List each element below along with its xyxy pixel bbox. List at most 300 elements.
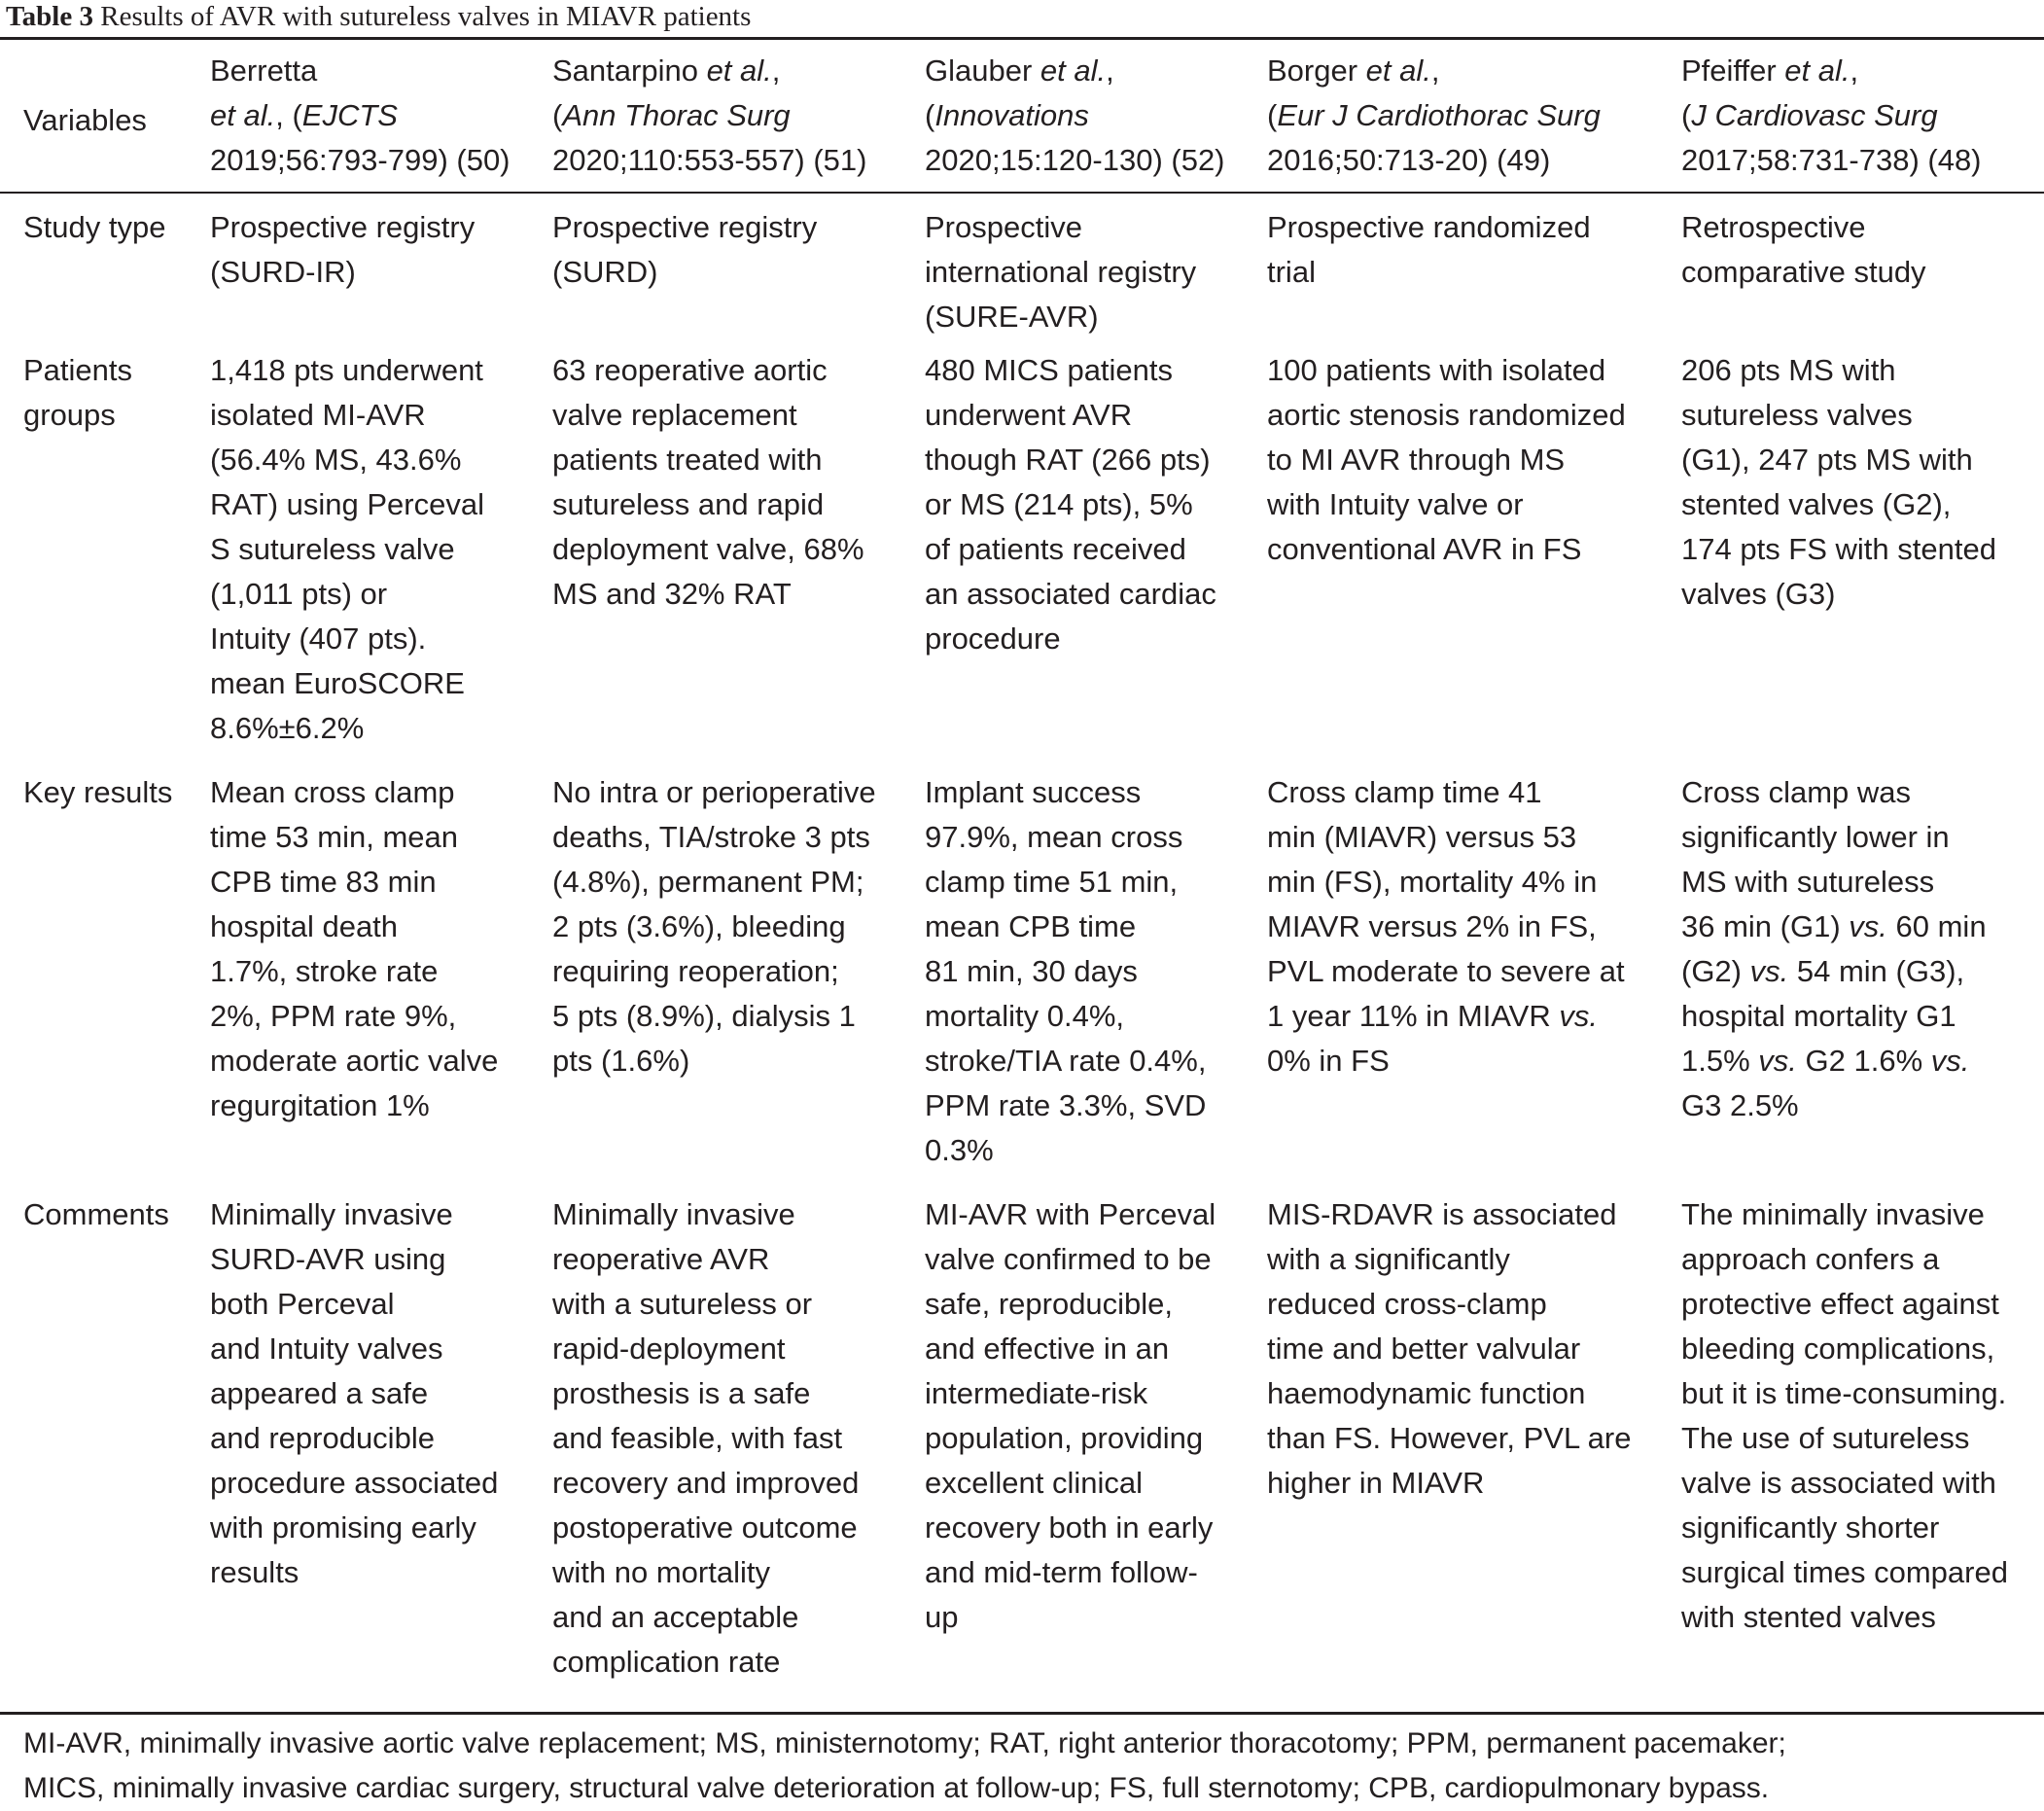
cell-line xyxy=(925,1192,1267,1237)
cell-line xyxy=(925,905,1267,949)
cell-line xyxy=(1681,1192,2044,1237)
cell-line xyxy=(1681,482,2044,527)
cell-line xyxy=(1681,1506,2044,1550)
text-run: and an acceptable xyxy=(552,1600,799,1634)
cell-line xyxy=(210,661,552,706)
cell-line xyxy=(1267,770,1681,815)
text-run: ( xyxy=(1267,98,1278,132)
cell-line xyxy=(925,348,1267,393)
cell-line xyxy=(552,1039,925,1083)
cell-study-type-4 xyxy=(1267,192,1681,348)
table-row-study-type xyxy=(0,192,2044,348)
row-label-patients-groups xyxy=(0,348,210,770)
text-run: postoperative outcome xyxy=(552,1510,858,1545)
text-run: clamp time 51 min, xyxy=(925,865,1179,899)
italic-text: vs. xyxy=(1559,999,1598,1033)
text-run: 60 min xyxy=(1886,909,1987,943)
cell-line xyxy=(1681,393,2044,438)
text-run: trial xyxy=(1267,255,1316,289)
text-run: (SURE-AVR) xyxy=(925,300,1099,334)
text-run: PVL moderate to severe at xyxy=(1267,954,1625,988)
text-run: requiring reoperation; xyxy=(552,954,839,988)
text-run: 0% in FS xyxy=(1267,1044,1390,1078)
cell-line xyxy=(210,815,552,860)
cell-line xyxy=(552,93,925,138)
cell-comments-3 xyxy=(925,1192,1267,1685)
cell-line xyxy=(925,1282,1267,1327)
text-run: moderate aortic valve xyxy=(210,1044,499,1078)
cell-line xyxy=(210,1506,552,1550)
cell-line xyxy=(925,250,1267,295)
text-run: SURD-AVR using xyxy=(210,1242,446,1276)
text-run: , xyxy=(1106,53,1114,88)
cell-line xyxy=(1681,527,2044,572)
cell-line xyxy=(925,617,1267,661)
table-caption-label: Table 3 xyxy=(6,1,93,32)
row-label-line: Key results xyxy=(23,775,173,809)
text-run: , xyxy=(1850,53,1859,88)
cell-line xyxy=(925,1595,1267,1640)
cell-line xyxy=(925,1416,1267,1461)
text-run: of patients received xyxy=(925,532,1186,566)
text-run: 54 min (G3), xyxy=(1788,954,1965,988)
row-label-line: groups xyxy=(23,398,116,432)
text-run: aortic stenosis randomized xyxy=(1267,398,1626,432)
text-run: Mean cross clamp xyxy=(210,775,455,809)
italic-text: Eur J Cardiothorac Surg xyxy=(1277,98,1601,132)
cell-line xyxy=(210,770,552,815)
cell-line xyxy=(210,706,552,751)
cell-line xyxy=(210,93,552,138)
table-row-patients-groups xyxy=(0,348,2044,770)
text-run: (G1), 247 pts MS with xyxy=(1681,443,1973,477)
cell-line xyxy=(925,482,1267,527)
italic-text: vs. xyxy=(1758,1044,1797,1078)
text-run: comparative study xyxy=(1681,255,1926,289)
text-run: 2 pts (3.6%), bleeding xyxy=(552,909,846,943)
text-run: Prospective registry xyxy=(552,210,818,244)
text-run: underwent AVR xyxy=(925,398,1133,432)
table-footnote xyxy=(23,1722,2026,1811)
cell-line xyxy=(1681,1327,2044,1371)
text-run: with a sutureless or xyxy=(552,1287,813,1321)
cell-line xyxy=(210,1461,552,1506)
text-run: No intra or perioperative xyxy=(552,775,876,809)
cell-line xyxy=(552,527,925,572)
text-run: valve confirmed to be xyxy=(925,1242,1212,1276)
text-run: Minimally invasive xyxy=(210,1197,453,1231)
text-run: surgical times compared xyxy=(1681,1555,2008,1589)
cell-line xyxy=(1267,393,1681,438)
text-run: to MI AVR through MS xyxy=(1267,443,1566,477)
cell-line xyxy=(925,93,1267,138)
cell-line xyxy=(210,49,552,93)
text-run: higher in MIAVR xyxy=(1267,1466,1485,1500)
text-run: 1.5% xyxy=(1681,1044,1759,1078)
cell-line xyxy=(925,295,1267,339)
cell-line xyxy=(552,49,925,93)
text-run: Berretta xyxy=(210,53,318,88)
text-run: excellent clinical xyxy=(925,1466,1143,1500)
text-run: pts (1.6%) xyxy=(552,1044,690,1078)
cell-line xyxy=(1267,93,1681,138)
text-run: with no mortality xyxy=(552,1555,770,1589)
text-run: than FS. However, PVL are xyxy=(1267,1421,1632,1455)
cell-key-results-5 xyxy=(1681,770,2044,1192)
cell-line xyxy=(552,205,925,250)
cell-line xyxy=(552,860,925,905)
cell-line xyxy=(552,138,925,183)
italic-text: vs. xyxy=(1849,909,1887,943)
text-run: , ( xyxy=(275,98,302,132)
text-run: 2%, PPM rate 9%, xyxy=(210,999,457,1033)
cell-line xyxy=(552,949,925,994)
cell-key-results-4 xyxy=(1267,770,1681,1192)
cell-line xyxy=(210,482,552,527)
text-run: (G2) xyxy=(1681,954,1750,988)
table-top-rule xyxy=(0,37,2044,40)
text-run: prosthesis is a safe xyxy=(552,1376,811,1410)
text-run: 63 reoperative aortic xyxy=(552,353,828,387)
cell-patients-groups-5 xyxy=(1681,348,2044,770)
cell-line xyxy=(1267,482,1681,527)
cell-line xyxy=(210,527,552,572)
cell-line xyxy=(1681,205,2044,250)
text-run: S sutureless valve xyxy=(210,532,455,566)
italic-text: et al. xyxy=(706,53,772,88)
cell-line xyxy=(1267,348,1681,393)
text-run: 100 patients with isolated xyxy=(1267,353,1606,387)
text-run: and Intuity valves xyxy=(210,1332,443,1366)
cell-line xyxy=(210,1327,552,1371)
cell-line xyxy=(1681,994,2044,1039)
cell-line xyxy=(1267,860,1681,905)
cell-line xyxy=(925,1128,1267,1173)
text-run: or MS (214 pts), 5% xyxy=(925,487,1193,521)
text-run: The use of sutureless xyxy=(1681,1421,1970,1455)
text-run: with stented valves xyxy=(1681,1600,1936,1634)
cell-key-results-3 xyxy=(925,770,1267,1192)
text-run: haemodynamic function xyxy=(1267,1376,1586,1410)
cell-line xyxy=(1681,93,2044,138)
text-run: min (MIAVR) versus 53 xyxy=(1267,820,1577,854)
text-run: and effective in an xyxy=(925,1332,1170,1366)
cell-line xyxy=(925,205,1267,250)
cell-line xyxy=(210,949,552,994)
text-run: (4.8%), permanent PM; xyxy=(552,865,864,899)
cell-line xyxy=(1267,49,1681,93)
text-run: (1,011 pts) or xyxy=(210,577,388,611)
cell-key-results-1 xyxy=(210,770,552,1192)
italic-text: J Cardiovasc Surg xyxy=(1691,98,1938,132)
text-run: mean EuroSCORE xyxy=(210,666,465,700)
cell-line xyxy=(552,1192,925,1237)
cell-line xyxy=(552,1282,925,1327)
table-bottom-rule xyxy=(0,1712,2044,1715)
cell-line xyxy=(552,815,925,860)
cell-key-results-2 xyxy=(552,770,925,1192)
cell-line xyxy=(1267,1039,1681,1083)
text-run: population, providing xyxy=(925,1421,1204,1455)
text-run: 480 MICS patients xyxy=(925,353,1174,387)
cell-line xyxy=(925,572,1267,617)
cell-line xyxy=(1681,949,2044,994)
text-run: RAT) using Perceval xyxy=(210,487,484,521)
cell-line xyxy=(1267,815,1681,860)
text-run: 2019;56:793-799) (50) xyxy=(210,143,511,177)
cell-line xyxy=(210,617,552,661)
cell-line xyxy=(925,393,1267,438)
text-run: sutureless valves xyxy=(1681,398,1913,432)
text-run: Implant success xyxy=(925,775,1142,809)
cell-line xyxy=(1681,815,2044,860)
text-run: rapid-deployment xyxy=(552,1332,786,1366)
text-run: approach confers a xyxy=(1681,1242,1940,1276)
text-run: appeared a safe xyxy=(210,1376,429,1410)
text-run: stented valves (G2), xyxy=(1681,487,1952,521)
cell-line xyxy=(552,572,925,617)
cell-line xyxy=(210,438,552,482)
cell-line xyxy=(552,770,925,815)
text-run: protective effect against xyxy=(1681,1287,1999,1321)
text-run: with a significantly xyxy=(1267,1242,1510,1276)
text-run: 1 year 11% in MIAVR xyxy=(1267,999,1560,1033)
text-run: MS with sutureless xyxy=(1681,865,1935,899)
row-label-key-results xyxy=(0,770,210,1192)
cell-line xyxy=(1267,1237,1681,1282)
cell-line xyxy=(1681,138,2044,183)
cell-line xyxy=(552,482,925,527)
cell-line xyxy=(210,1039,552,1083)
cell-line xyxy=(552,1506,925,1550)
cell-line xyxy=(925,1461,1267,1506)
text-run: MI-AVR with Perceval xyxy=(925,1197,1216,1231)
text-run: stroke/TIA rate 0.4%, xyxy=(925,1044,1207,1078)
text-run: 1,418 pts underwent xyxy=(210,353,483,387)
cell-line xyxy=(925,815,1267,860)
text-run: and reproducible xyxy=(210,1421,435,1455)
text-run: 5 pts (8.9%), dialysis 1 xyxy=(552,999,856,1033)
cell-line xyxy=(552,438,925,482)
cell-line xyxy=(925,860,1267,905)
text-run: intermediate-risk xyxy=(925,1376,1148,1410)
table-header-row xyxy=(0,49,2044,192)
cell-line xyxy=(925,138,1267,183)
cell-line xyxy=(210,1282,552,1327)
table-row-key-results xyxy=(0,770,2044,1192)
text-run: (SURD-IR) xyxy=(210,255,356,289)
cell-line xyxy=(1681,572,2044,617)
text-run: , xyxy=(1430,53,1440,88)
cell-line xyxy=(1267,250,1681,295)
italic-text: et al. xyxy=(1784,53,1850,88)
cell-line xyxy=(925,1550,1267,1595)
cell-line xyxy=(1681,1416,2044,1461)
cell-line xyxy=(1267,994,1681,1039)
cell-line xyxy=(210,1550,552,1595)
text-run: complication rate xyxy=(552,1645,781,1679)
text-run: time and better valvular xyxy=(1267,1332,1581,1366)
text-run: 8.6%±6.2% xyxy=(210,711,365,745)
text-run: an associated cardiac xyxy=(925,577,1216,611)
text-run: bleeding complications, xyxy=(1681,1332,1995,1366)
text-run: ( xyxy=(1681,98,1692,132)
text-run: recovery both in early xyxy=(925,1510,1214,1545)
text-run: and feasible, with fast xyxy=(552,1421,843,1455)
cell-line xyxy=(925,770,1267,815)
text-run: Intuity (407 pts). xyxy=(210,621,427,656)
cell-patients-groups-1 xyxy=(210,348,552,770)
text-run: Pfeiffer xyxy=(1681,53,1785,88)
cell-study-type-5 xyxy=(1681,192,2044,348)
text-run: procedure associated xyxy=(210,1466,499,1500)
cell-comments-4 xyxy=(1267,1192,1681,1685)
text-run: 174 pts FS with stented xyxy=(1681,532,1996,566)
cell-line xyxy=(210,1371,552,1416)
cell-line xyxy=(1267,949,1681,994)
text-run: (56.4% MS, 43.6% xyxy=(210,443,462,477)
text-run: hospital death xyxy=(210,909,399,943)
text-run: mortality 0.4%, xyxy=(925,999,1125,1033)
cell-line xyxy=(552,393,925,438)
cell-line xyxy=(210,205,552,250)
row-label-study-type xyxy=(0,192,210,348)
cell-line xyxy=(1267,905,1681,949)
cell-line xyxy=(925,1506,1267,1550)
header-study-2 xyxy=(552,49,925,192)
text-run: , xyxy=(771,53,781,88)
text-run: MIAVR versus 2% in FS, xyxy=(1267,909,1597,943)
cell-line xyxy=(1681,250,2044,295)
text-run: time 53 min, mean xyxy=(210,820,458,854)
text-run: both Perceval xyxy=(210,1287,395,1321)
cell-line xyxy=(552,1550,925,1595)
cell-line xyxy=(552,1461,925,1506)
results-table xyxy=(0,49,2044,1685)
text-run: isolated MI-AVR xyxy=(210,398,426,432)
cell-line xyxy=(925,1237,1267,1282)
text-run: with promising early xyxy=(210,1510,476,1545)
text-run: 0.3% xyxy=(925,1133,994,1167)
text-run: MS and 32% RAT xyxy=(552,577,792,611)
text-run: safe, reproducible, xyxy=(925,1287,1174,1321)
text-run: Cross clamp time 41 xyxy=(1267,775,1542,809)
italic-text: vs. xyxy=(1749,954,1789,988)
text-run: ( xyxy=(925,98,935,132)
cell-line xyxy=(210,1416,552,1461)
text-run: Prospective randomized xyxy=(1267,210,1591,244)
cell-line xyxy=(552,1371,925,1416)
footnote-line-2: MICS, minimally invasive cardiac surgery, structural valve deterioration at follow-up; FS, full sternotomy; CPB, cardiopulmonary bypass. xyxy=(23,1772,1770,1804)
text-run: reoperative AVR xyxy=(552,1242,770,1276)
table-caption-text: Results of AVR with sutureless valves in MIAVR patients xyxy=(93,1,752,32)
cell-line xyxy=(1267,1192,1681,1237)
text-run: sutureless and rapid xyxy=(552,487,825,521)
text-run: PPM rate 3.3%, SVD xyxy=(925,1088,1207,1122)
cell-line xyxy=(925,1039,1267,1083)
row-label-line: Patients xyxy=(23,353,133,387)
header-study-1 xyxy=(210,49,552,192)
cell-line xyxy=(210,250,552,295)
table-row-comments xyxy=(0,1192,2044,1685)
cell-line xyxy=(1681,1371,2044,1416)
cell-line xyxy=(552,1640,925,1685)
text-run: valve replacement xyxy=(552,398,797,432)
header-study-4 xyxy=(1267,49,1681,192)
text-run: but it is time-consuming. xyxy=(1681,1376,2007,1410)
text-run: deployment valve, 68% xyxy=(552,532,864,566)
text-run: recovery and improved xyxy=(552,1466,860,1500)
text-run: The minimally invasive xyxy=(1681,1197,1985,1231)
text-run: Glauber xyxy=(925,53,1040,88)
cell-line xyxy=(1267,205,1681,250)
text-run: 206 pts MS with xyxy=(1681,353,1896,387)
cell-line xyxy=(1681,905,2044,949)
cell-line xyxy=(210,1237,552,1282)
cell-line xyxy=(210,905,552,949)
cell-line xyxy=(210,138,552,183)
cell-study-type-3 xyxy=(925,192,1267,348)
footnote-line-1: MI-AVR, minimally invasive aortic valve replacement; MS, ministernotomy; RAT, right anterior thoracotomy; PPM, permanent pacemaker; xyxy=(23,1727,1786,1759)
cell-line xyxy=(1267,1282,1681,1327)
cell-study-type-2 xyxy=(552,192,925,348)
text-run: and mid-term follow- xyxy=(925,1555,1198,1589)
text-run: significantly lower in xyxy=(1681,820,1950,854)
text-run: CPB time 83 min xyxy=(210,865,437,899)
text-run: ( xyxy=(552,98,563,132)
cell-line xyxy=(1267,1461,1681,1506)
text-run: procedure xyxy=(925,621,1061,656)
text-run: conventional AVR in FS xyxy=(1267,532,1582,566)
text-run: significantly shorter xyxy=(1681,1510,1940,1545)
text-run: 97.9%, mean cross xyxy=(925,820,1183,854)
cell-comments-1 xyxy=(210,1192,552,1685)
cell-line xyxy=(1267,527,1681,572)
text-run: 2017;58:731-738) (48) xyxy=(1681,143,1982,177)
text-run: regurgitation 1% xyxy=(210,1088,430,1122)
text-run: 1.7%, stroke rate xyxy=(210,954,439,988)
text-run: with Intuity valve or xyxy=(1267,487,1524,521)
row-label-comments xyxy=(0,1192,210,1685)
cell-line xyxy=(925,49,1267,93)
text-run: though RAT (266 pts) xyxy=(925,443,1211,477)
cell-line xyxy=(925,1083,1267,1128)
italic-text: et al. xyxy=(210,98,276,132)
cell-line xyxy=(210,994,552,1039)
text-run: patients treated with xyxy=(552,443,823,477)
cell-line xyxy=(1681,348,2044,393)
cell-line xyxy=(1681,1550,2044,1595)
cell-patients-groups-2 xyxy=(552,348,925,770)
text-run: up xyxy=(925,1600,959,1634)
text-run: 2016;50:713-20) (49) xyxy=(1267,143,1551,177)
cell-line xyxy=(1267,1327,1681,1371)
cell-line xyxy=(552,1416,925,1461)
italic-text: vs. xyxy=(1930,1044,1970,1078)
cell-line xyxy=(925,994,1267,1039)
cell-line xyxy=(210,393,552,438)
cell-line xyxy=(552,905,925,949)
text-run: mean CPB time xyxy=(925,909,1137,943)
cell-line xyxy=(210,860,552,905)
text-run: Prospective registry xyxy=(210,210,476,244)
cell-line xyxy=(925,527,1267,572)
text-run: 36 min (G1) xyxy=(1681,909,1850,943)
row-label-line: Comments xyxy=(23,1197,169,1231)
cell-line xyxy=(1681,1039,2044,1083)
cell-comments-2 xyxy=(552,1192,925,1685)
text-run: 2020;110:553-557) (51) xyxy=(552,143,867,177)
